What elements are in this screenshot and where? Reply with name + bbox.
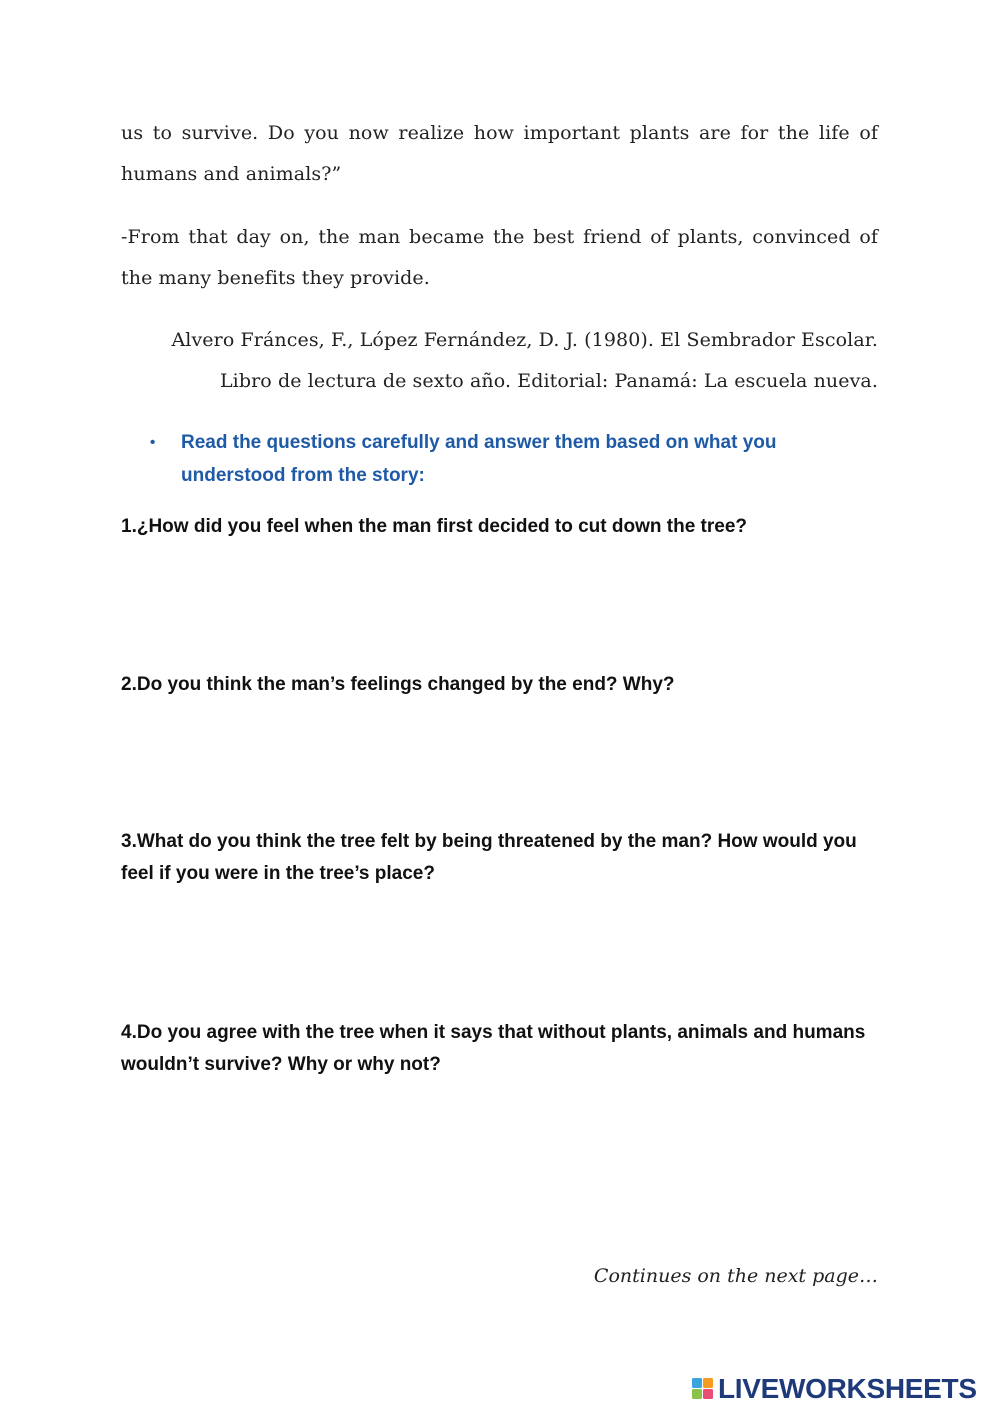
story-paragraph: -From that day on, the man became the best friend of plants, convinced of the many benefits they provide.	[121, 226, 878, 289]
liveworksheets-logo-icon	[692, 1377, 714, 1401]
story-paragraph: us to survive. Do you now realize how important plants are for the life of humans and animals?”	[121, 122, 878, 185]
bullet-icon: •	[150, 434, 156, 451]
liveworksheets-brand[interactable]	[692, 1372, 977, 1406]
instruction-text: Read the questions carefully and answer them based on what you understood from the story:	[181, 432, 777, 486]
question-2: 2.Do you think the man’s feelings changed by the end? Why?	[121, 674, 675, 695]
question-3: 3.What do you think the tree felt by being threatened by the man? How would you feel if you were in the tree’s place?	[121, 831, 857, 884]
brand-name: LIVEWORKSHEETS	[718, 1373, 977, 1404]
continues-note: Continues on the next page…	[593, 1265, 878, 1287]
citation: Alvero Fránces, F., López Fernández, D. J. (1980). El Sembrador Escolar. Libro de lectura de sexto año. Editorial: Panamá: La escuela nueva.	[171, 329, 878, 392]
question-4: 4.Do you agree with the tree when it says that without plants, animals and humans wouldn’t survive? Why or why not?	[121, 1022, 866, 1075]
question-1: 1.¿How did you feel when the man first decided to cut down the tree?	[121, 516, 747, 537]
